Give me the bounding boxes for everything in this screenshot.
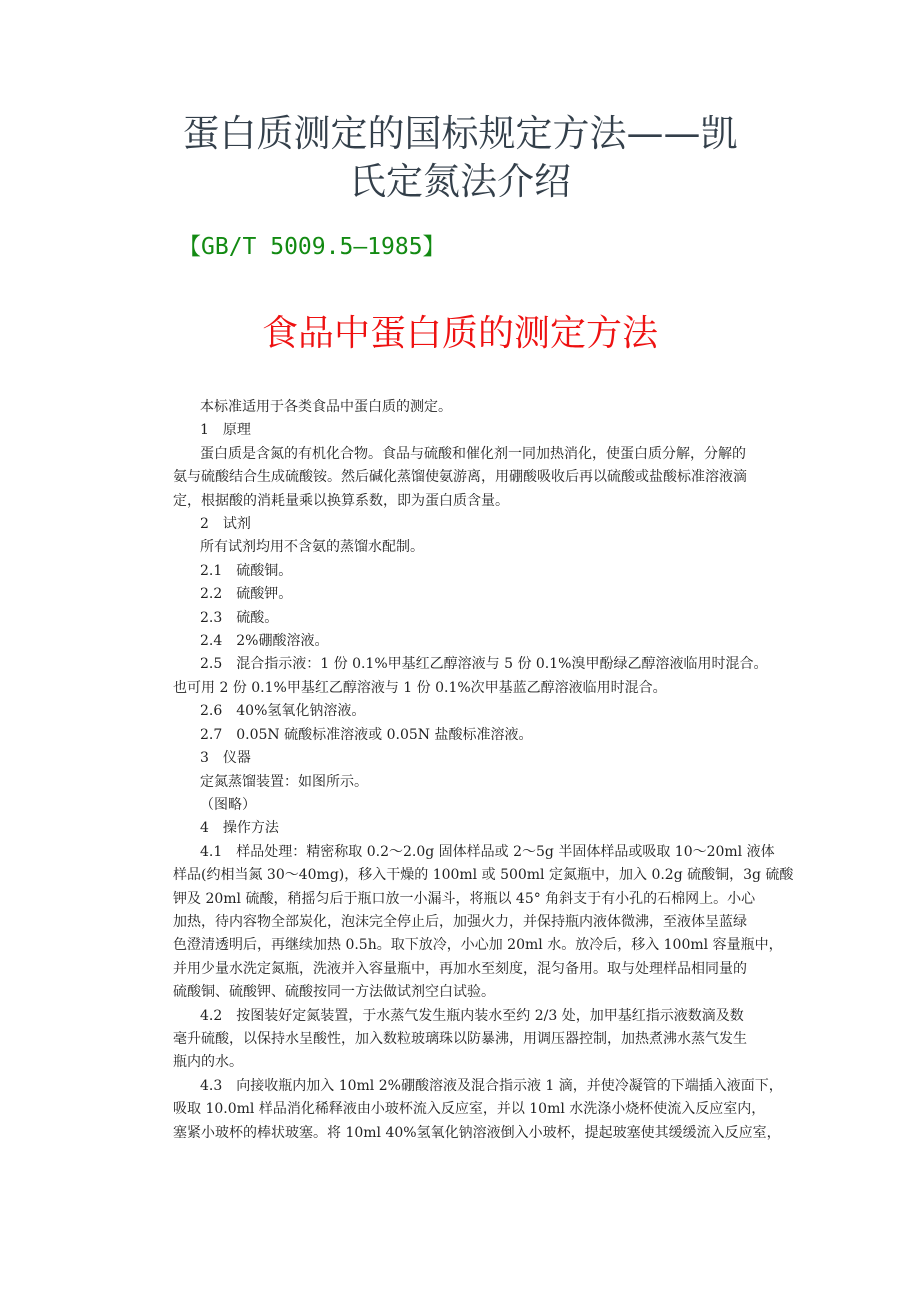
paragraph [173, 841, 794, 1005]
text-line: 2.6 40%氢氧化钠溶液。 [200, 703, 366, 720]
paragraph [173, 817, 753, 840]
text-line: 2 试剂 [200, 516, 251, 533]
text-line: 氨与硫酸结合生成硫酸铵。然后碱化蒸馏使氨游离，用硼酸吸收后再以硫酸或盐酸标准溶液滴 [173, 469, 747, 486]
paragraph [173, 1075, 783, 1145]
title-line: 氏定氮法介绍 [349, 160, 571, 203]
text-line: 3 仪器 [200, 750, 251, 767]
text-line: 4.3 向接收瓶内加入 10ml 2%硼酸溶液及混合指示液 1 滴，并使冷凝管的下端插入液面下， [200, 1077, 783, 1094]
document-body [173, 396, 794, 1145]
paragraph [173, 419, 753, 442]
text-line: 2.5 混合指示液：1 份 0.1%甲基红乙醇溶液与 5 份 0.1%溴甲酚绿乙醇溶液临用时混合。 [200, 656, 768, 673]
text-line: 样品(约相当氮 30～40mg)，移入干燥的 100ml 或 500ml 定氮瓶中，加入 0.2g 硫酸铜，3g 硫酸 [173, 867, 794, 884]
paragraph [173, 396, 753, 419]
text-line: 2.2 硫酸钾。 [200, 586, 293, 603]
text-line: 色澄清透明后，再继续加热 0.5h。取下放冷，小心加 20ml 水。放冷后，移入 100ml 容量瓶中， [173, 937, 783, 954]
text-line: 2.1 硫酸铜。 [200, 562, 293, 579]
text-line: 2.7 0.05N 硫酸标准溶液或 0.05N 盐酸标准溶液。 [200, 726, 533, 743]
text-line: 加热，待内容物全部炭化，泡沫完全停止后，加强火力，并保持瓶内液体微沸，至液体呈蓝绿 [173, 913, 747, 930]
paragraph [173, 513, 753, 536]
text-line: 1 原理 [200, 422, 251, 439]
paragraph [173, 700, 753, 723]
text-line: 所有试剂均用不含氨的蒸馏水配制。 [200, 539, 424, 556]
text-line: 吸取 10.0ml 样品消化稀释液由小玻杯流入反应室，并以 10ml 水洗涤小烧杯使流入反应室内， [173, 1101, 766, 1118]
text-line: 瓶内的水。 [173, 1054, 243, 1071]
text-line: 硫酸铜、硫酸钾、硫酸按同一方法做试剂空白试验。 [173, 984, 495, 1001]
text-line: 也可用 2 份 0.1%甲基红乙醇溶液与 1 份 0.1%次甲基蓝乙醇溶液临用时混合。 [173, 679, 667, 696]
section-title: 食品中蛋白质的测定方法 [261, 313, 658, 354]
paragraph [173, 443, 753, 513]
text-line: 本标准适用于各类食品中蛋白质的测定。 [200, 399, 452, 415]
paragraph [173, 560, 753, 583]
text-line: 4 操作方法 [200, 820, 279, 837]
text-line: 定，根据酸的消耗量乘以换算系数，即为蛋白质含量。 [173, 492, 509, 509]
paragraph [173, 583, 753, 606]
paragraph [173, 747, 753, 770]
paragraph [173, 607, 753, 630]
paragraph [173, 536, 753, 559]
text-line: 钾及 20ml 硫酸，稍摇匀后于瓶口放一小漏斗，将瓶以 45° 角斜支于有小孔的石棉网上。小心 [173, 890, 756, 907]
text-line: 2.3 硫酸。 [200, 609, 279, 626]
text-line: 定氮蒸馏装置：如图所示。 [200, 773, 368, 790]
title-line: 蛋白质测定的国标规定方法——凯 [182, 112, 738, 155]
paragraph [173, 1005, 753, 1075]
text-line: 4.1 样品处理：精密称取 0.2～2.0g 固体样品或 2～5g 半固体样品或吸取 10～20ml 液体 [200, 843, 775, 860]
text-line: 2.4 2%硼酸溶液。 [200, 633, 329, 650]
text-line: 毫升硫酸，以保持水呈酸性，加入数粒玻璃珠以防暴沸，用调压器控制，加热煮沸水蒸气发生 [173, 1030, 747, 1047]
paragraph [173, 794, 753, 817]
paragraph [173, 771, 753, 794]
paragraph [173, 653, 768, 700]
document-title [0, 110, 920, 206]
standard-code: 【GB/T 5009.5—1985】 [178, 234, 446, 260]
paragraph [173, 630, 753, 653]
text-line: 塞紧小玻杯的棒状玻塞。将 10ml 40%氢氧化钠溶液倒入小玻杯，提起玻塞使其缓缓流入反应室， [173, 1124, 781, 1141]
text-line: 4.2 按图装好定氮装置，于水蒸气发生瓶内装水至约 2/3 处，加甲基红指示液数滴及数 [200, 1007, 744, 1024]
paragraph [173, 724, 753, 747]
text-line: （图略） [200, 796, 256, 813]
text-line: 并用少量水洗定氮瓶，洗液并入容量瓶中，再加水至刻度，混匀备用。取与处理样品相同量的 [173, 960, 747, 977]
text-line: 蛋白质是含氮的有机化合物。食品与硫酸和催化剂一同加热消化，使蛋白质分解，分解的 [200, 445, 746, 462]
